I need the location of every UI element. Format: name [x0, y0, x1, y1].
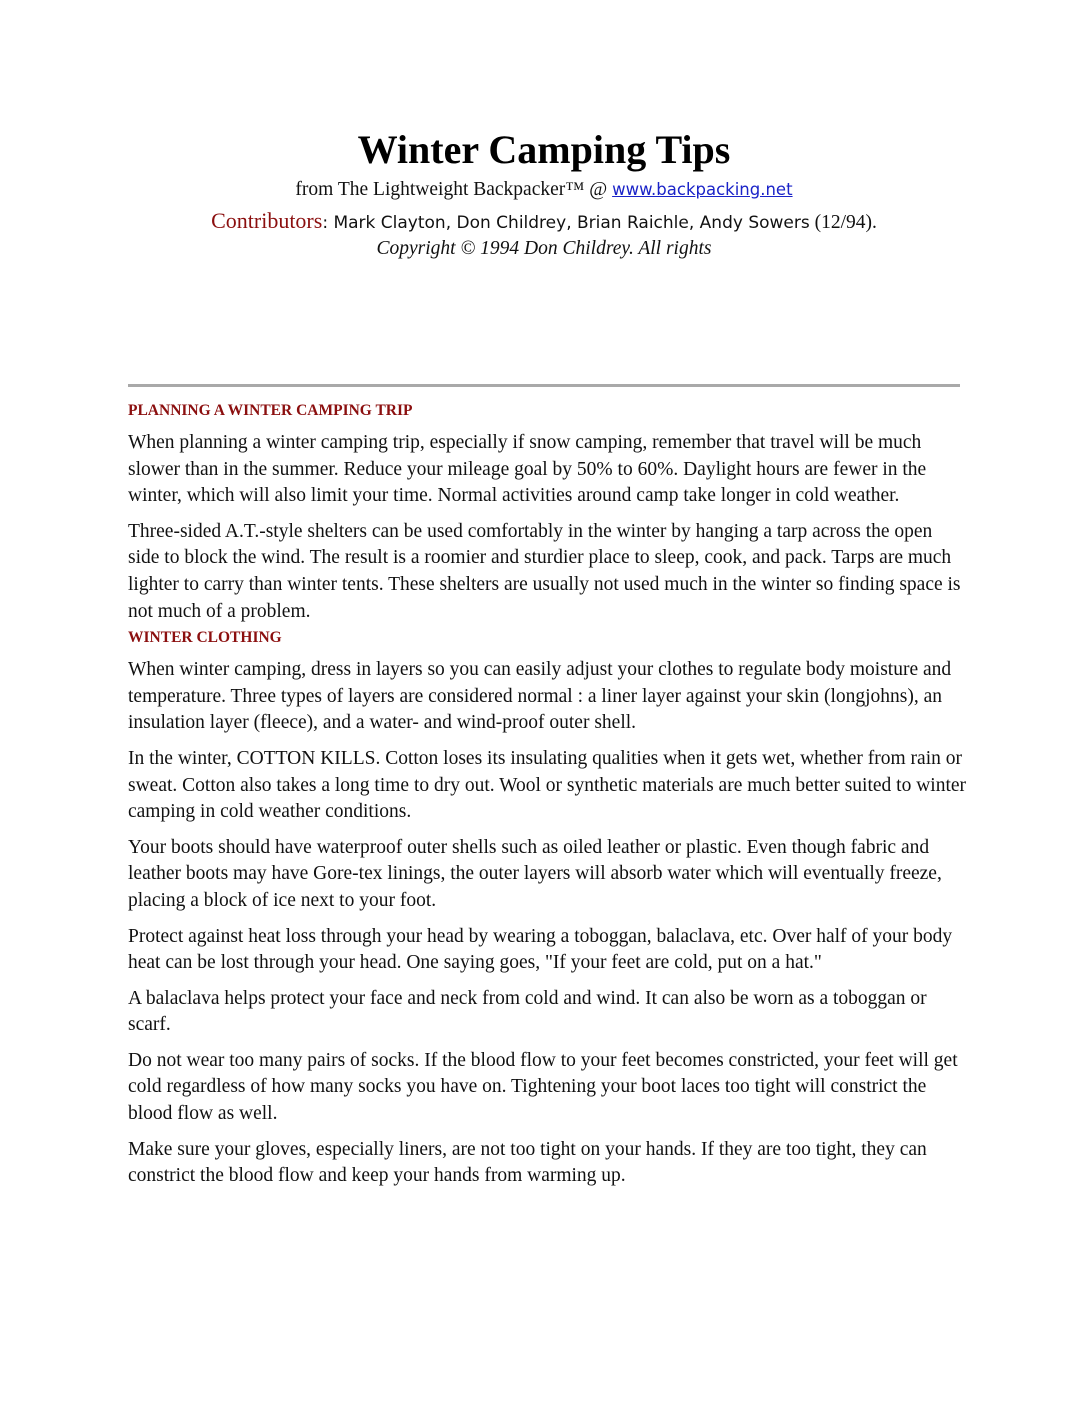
paragraph: In the winter, COTTON KILLS. Cotton loses its insulating qualities when it gets wet, whether from rain or sweat. Cotton also takes a long time to dry out. Wool or synthetic materials are much better suited to winter camping in cold weather conditions.	[128, 747, 967, 823]
horizontal-rule	[128, 384, 960, 387]
contributors-names: Mark Clayton, Don Childrey, Brian Raichle, Andy Sowers	[328, 213, 810, 233]
paragraph: A balaclava helps protect your face and neck from cold and wind. It can also be worn as a toboggan or scarf.	[128, 987, 927, 1036]
source-line	[0, 176, 1088, 204]
paragraph: Protect against heat loss through your head by wearing a toboggan, balaclava, etc. Over half of your body heat can be lost through your head. One saying goes, "If your feet are cold, put on a hat."	[128, 925, 953, 974]
section-planning	[128, 400, 968, 625]
document-body	[128, 400, 968, 1199]
paragraph: When winter camping, dress in layers so you can easily adjust your clothes to regulate body moisture and temperature. Three types of layers are considered normal : a liner layer against your skin (longjohns), an insulation layer (fleece), and a water- and wind-proof outer shell.	[128, 659, 952, 734]
contributors-label: Contributors	[211, 208, 323, 233]
contributors-line	[0, 206, 1088, 238]
copyright-line: Copyright © 1994 Don Childrey. All rights	[376, 238, 712, 259]
source-prefix: from The Lightweight Backpacker™ @	[295, 179, 613, 200]
paragraph: Make sure your gloves, especially liners, are not too tight on your hands. If they are too tight, they can constrict the blood flow and keep your hands from warming up.	[128, 1138, 927, 1187]
section-heading: PLANNING A WINTER CAMPING TRIP	[128, 402, 413, 419]
contributors-date: (12/94).	[809, 212, 877, 233]
paragraph: Do not wear too many pairs of socks. If the blood flow to your feet becomes constricted, your feet will get cold regardless of how many socks you have on. Tightening your boot laces too tight will constrict the blood flow as well.	[128, 1049, 958, 1125]
section-clothing	[128, 627, 968, 1190]
source-link[interactable]: www.backpacking.net	[612, 180, 793, 199]
paragraph: Your boots should have waterproof outer shells such as oiled leather or plastic. Even though fabric and leather boots may have Gore-tex linings, the outer layers will absorb water which will eventually freeze, placing a block of ice next to your foot.	[128, 836, 942, 911]
paragraph: Three-sided A.T.-style shelters can be used comfortably in the winter by hanging a tarp across the open side to block the wind. The result is a roomier and sturdier place to sleep, cook, and pack. Tarps are much lighter to carry than winter tents. These shelters are usually not used much in the winter so finding space is not much of a problem.	[128, 520, 961, 622]
page-title: Winter Camping Tips	[357, 127, 731, 172]
paragraph: When planning a winter camping trip, especially if snow camping, remember that travel will be much slower than in the summer. Reduce your mileage goal by 50% to 60%. Daylight hours are fewer in the winter, which will also limit your time. Normal activities around camp take longer in cold weather.	[128, 432, 927, 507]
section-heading: WINTER CLOTHING	[128, 629, 282, 647]
contributors-colon: :	[322, 213, 329, 233]
